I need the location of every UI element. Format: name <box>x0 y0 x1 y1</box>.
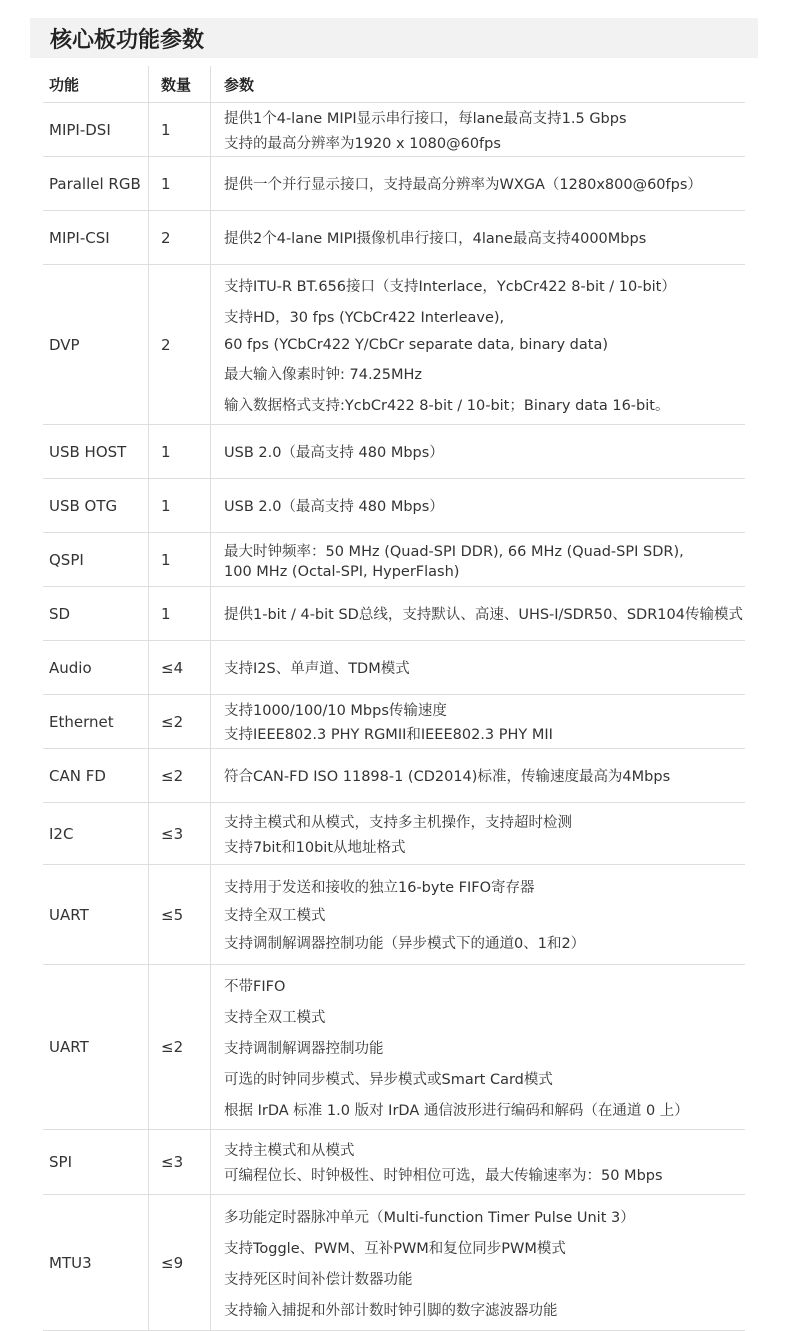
function-cell: Audio <box>43 641 149 694</box>
header-quantity: 数量 <box>149 66 211 102</box>
table-row <box>43 803 745 865</box>
params-cell <box>211 211 745 264</box>
param-line: 支持1000/100/10 Mbps传输速度 <box>224 703 447 719</box>
table-row <box>43 533 745 587</box>
param-line: 支持Toggle、PWM、互补PWM和复位同步PWM模式 <box>224 1240 566 1257</box>
table-row <box>43 211 745 265</box>
quantity-cell: 1 <box>149 425 211 478</box>
param-line: 支持调制解调器控制功能 <box>224 1040 384 1057</box>
table-row <box>43 103 745 157</box>
param-line: 提供一个并行显示接口，支持最高分辨率为WXGA（1280x800@60fps） <box>224 177 702 193</box>
param-line: 根据 IrDA 标准 1.0 版对 IrDA 通信波形进行编码和解码（在通道 0 上） <box>224 1102 689 1119</box>
param-line: 支持输入捕捉和外部计数时钟引脚的数字滤波器功能 <box>224 1302 558 1319</box>
function-cell: UART <box>43 865 149 964</box>
quantity-cell: ≤5 <box>149 865 211 964</box>
table-row <box>43 479 745 533</box>
param-line: 最大时钟频率：50 MHz (Quad-SPI DDR), 66 MHz (Quad-SPI SDR), <box>224 543 684 560</box>
param-line: 提供2个4-lane MIPI摄像机串行接口，4lane最高支持4000Mbps <box>224 231 647 247</box>
header-params: 参数 <box>224 75 255 94</box>
table-row <box>43 865 745 965</box>
params-cell <box>211 587 745 640</box>
params-cell <box>211 1130 745 1194</box>
param-line: 最大输入像素时钟: 74.25MHz <box>224 366 423 383</box>
params-cell <box>211 641 745 694</box>
param-line: 支持7bit和10bit从地址格式 <box>224 839 406 856</box>
quantity-cell: 1 <box>149 587 211 640</box>
quantity-cell: 1 <box>149 103 211 156</box>
function-cell: Parallel RGB <box>43 157 149 210</box>
table-header <box>43 66 745 103</box>
table-row <box>43 157 745 211</box>
function-cell: UART <box>43 965 149 1129</box>
table-row <box>43 1195 745 1331</box>
quantity-cell: ≤3 <box>149 1130 211 1194</box>
quantity-cell: 1 <box>149 157 211 210</box>
params-cell <box>211 533 745 586</box>
param-line: 提供1个4-lane MIPI显示串行接口，每lane最高支持1.5 Gbps <box>224 110 627 127</box>
table-row <box>43 425 745 479</box>
params-cell <box>211 965 745 1129</box>
param-line: 支持ITU-R BT.656接口（支持Interlace，YcbCr422 8-bit / 10-bit） <box>224 278 676 295</box>
params-cell <box>211 479 745 532</box>
function-cell: Ethernet <box>43 695 149 748</box>
params-cell <box>211 803 745 864</box>
param-line: 支持用于发送和接收的独立16-byte FIFO寄存器 <box>224 880 535 896</box>
function-cell: I2C <box>43 803 149 864</box>
quantity-cell: 2 <box>149 265 211 424</box>
quantity-cell: ≤2 <box>149 749 211 802</box>
table-row <box>43 965 745 1130</box>
quantity-cell: 1 <box>149 479 211 532</box>
params-cell <box>211 157 745 210</box>
section-title-bar <box>30 18 758 58</box>
table-row <box>43 265 745 425</box>
table-row <box>43 1130 745 1195</box>
page-title: 核心板功能参数 <box>50 27 205 53</box>
function-cell: USB OTG <box>43 479 149 532</box>
table-row <box>43 749 745 803</box>
quantity-cell: ≤4 <box>149 641 211 694</box>
params-cell <box>211 749 745 802</box>
param-line: USB 2.0（最高支持 480 Mbps） <box>224 499 444 515</box>
param-line: 提供1-bit / 4-bit SD总线，支持默认、高速、UHS-I/SDR50、SDR104传输模式 <box>224 607 743 623</box>
param-line: 支持HD，30 fps (YCbCr422 Interleave), <box>224 309 505 326</box>
params-cell <box>211 103 745 156</box>
function-cell: CAN FD <box>43 749 149 802</box>
function-cell: MIPI-CSI <box>43 211 149 264</box>
function-cell: USB HOST <box>43 425 149 478</box>
param-line: 支持全双工模式 <box>224 1009 326 1026</box>
function-cell: SD <box>43 587 149 640</box>
param-line: 支持全双工模式 <box>224 908 326 924</box>
table-row <box>43 587 745 641</box>
function-cell: DVP <box>43 265 149 424</box>
table-row <box>43 641 745 695</box>
params-cell <box>211 265 745 424</box>
params-cell <box>211 425 745 478</box>
param-line: 60 fps (YCbCr422 Y/CbCr separate data, binary data) <box>224 336 609 353</box>
quantity-cell: ≤2 <box>149 965 211 1129</box>
function-cell: MTU3 <box>43 1195 149 1330</box>
table-body <box>43 103 745 1331</box>
param-line: 支持主模式和从模式 <box>224 1143 355 1159</box>
param-line: 支持主模式和从模式，支持多主机操作，支持超时检测 <box>224 814 572 831</box>
quantity-cell: 2 <box>149 211 211 264</box>
function-cell: SPI <box>43 1130 149 1194</box>
function-cell: MIPI-DSI <box>43 103 149 156</box>
param-line: 不带FIFO <box>224 978 286 995</box>
param-line: 输入数据格式支持:YcbCr422 8-bit / 10-bit；Binary data 16-bit。 <box>224 397 670 414</box>
quantity-cell: 1 <box>149 533 211 586</box>
param-line: 可编程位长、时钟极性、时钟相位可选，最大传输速率为：50 Mbps <box>224 1168 663 1184</box>
params-cell <box>211 865 745 964</box>
spec-table <box>43 66 745 1331</box>
function-cell: QSPI <box>43 533 149 586</box>
param-line: 多功能定时器脉冲单元（Multi-function Timer Pulse Unit 3） <box>224 1209 635 1226</box>
params-cell <box>211 1195 745 1330</box>
param-line: 可选的时钟同步模式、异步模式或Smart Card模式 <box>224 1071 553 1088</box>
param-line: 支持IEEE802.3 PHY RGMII和IEEE802.3 PHY MII <box>224 727 553 743</box>
param-line: USB 2.0（最高支持 480 Mbps） <box>224 445 444 461</box>
param-line: 支持调制解调器控制功能（异步模式下的通道0、1和2） <box>224 936 586 952</box>
quantity-cell: ≤9 <box>149 1195 211 1330</box>
param-line: 支持I2S、单声道、TDM模式 <box>224 661 410 677</box>
quantity-cell: ≤2 <box>149 695 211 748</box>
quantity-cell: ≤3 <box>149 803 211 864</box>
header-function: 功能 <box>43 66 149 102</box>
param-line: 100 MHz (Octal-SPI, HyperFlash) <box>224 563 460 580</box>
table-row <box>43 695 745 749</box>
param-line: 支持的最高分辨率为1920 x 1080@60fps <box>224 135 501 152</box>
param-line: 支持死区时间补偿计数器功能 <box>224 1271 413 1288</box>
params-cell <box>211 695 745 748</box>
param-line: 符合CAN-FD ISO 11898-1 (CD2014)标准，传输速度最高为4Mbps <box>224 769 671 785</box>
